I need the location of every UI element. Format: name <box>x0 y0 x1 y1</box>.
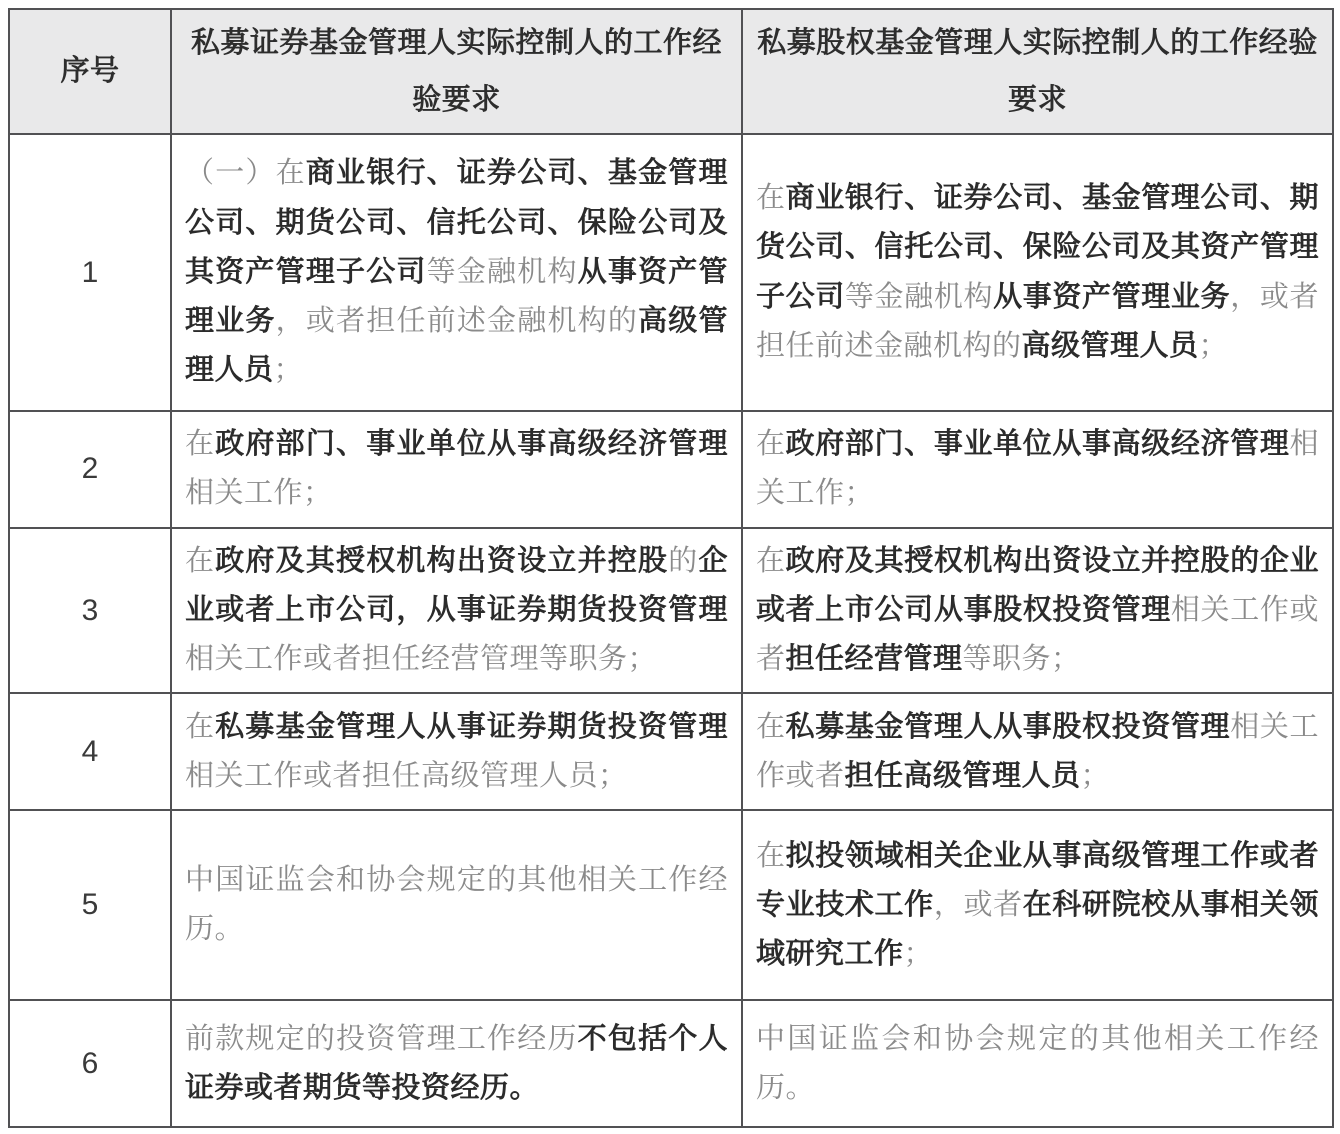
cell-equity-requirement <box>742 134 1333 411</box>
requirements-table <box>8 8 1334 1128</box>
text-segment: 在 <box>185 710 216 743</box>
cell-equity-requirement <box>742 693 1333 810</box>
text-segment-bold: 高级管理人员 <box>1021 329 1199 362</box>
table-row <box>9 411 1333 528</box>
table-row <box>9 810 1333 1000</box>
text-segment-bold: 政府及其授权机构出资设立并控股的企业或者上市公司从事股权投资管理 <box>756 544 1319 626</box>
text-segment-bold: 私募基金管理人从事证券期货投资管理 <box>215 710 728 743</box>
text-segment-bold: 拟投领域相关企业从事高级管理工作或者专业技术工作 <box>756 839 1319 921</box>
cell-securities-requirement <box>171 134 742 411</box>
text-segment: ，或者担任前述金融机构的 <box>756 280 1319 362</box>
text-segment: 中国证监会和协会规定的其他相关工作经历。 <box>185 864 728 946</box>
text-segment-bold: 政府及其授权机构出资设立并控股 <box>215 544 669 577</box>
text-segment-bold: 政府部门、事业单位从事高级经济管理 <box>215 428 728 460</box>
text-segment-bold: 商业银行、证券公司、基金管理公司、期货公司、信托公司、保险公司及其资产管理子公司 <box>185 157 728 288</box>
text-segment: 在 <box>185 544 216 577</box>
text-segment: 在 <box>756 428 786 460</box>
text-segment: 在 <box>185 428 216 460</box>
text-segment: 等职务； <box>962 643 1081 676</box>
cell-securities-requirement <box>171 411 742 528</box>
cell-securities-requirement <box>171 810 742 1000</box>
text-segment: 相关工作； <box>185 477 333 510</box>
text-segment-bold: 政府部门、事业单位从事高级经济管理 <box>785 428 1290 460</box>
text-segment: 的 <box>668 544 699 577</box>
text-segment: 等金融机构 <box>426 255 578 288</box>
row-number: 3 <box>9 528 171 694</box>
text-segment: ； <box>273 354 304 387</box>
text-segment-bold: 私募基金管理人从事股权投资管理 <box>785 710 1231 743</box>
text-segment-bold: 从事资产管理业务 <box>185 255 728 338</box>
text-segment: 在 <box>756 181 786 214</box>
cell-securities-requirement <box>171 528 742 694</box>
text-segment-bold: 高级管理人员 <box>185 305 728 387</box>
table-row <box>9 528 1333 694</box>
text-segment: 在 <box>756 544 786 577</box>
cell-equity-requirement <box>742 810 1333 1000</box>
table-body <box>9 134 1333 1127</box>
row-number: 5 <box>9 810 171 1000</box>
text-segment: ，或者 <box>933 888 1023 921</box>
text-segment: 相关工作或者 <box>756 710 1319 792</box>
text-segment: 中国证监会和协会规定的其他相关工作经历。 <box>756 1022 1319 1104</box>
text-segment: ； <box>1080 759 1111 792</box>
text-segment-bold: 从事资产管理业务 <box>993 280 1231 313</box>
header-row <box>9 9 1333 134</box>
table-row <box>9 134 1333 411</box>
text-segment: ，或者担任前述金融机构的 <box>275 305 639 338</box>
text-segment: 等金融机构 <box>844 280 994 313</box>
text-segment: 相关工作或者担任高级管理人员； <box>185 759 628 792</box>
text-segment-bold: 在科研院校从事相关领域研究工作 <box>756 888 1319 971</box>
cell-equity-requirement <box>742 528 1333 694</box>
text-segment: （一）在 <box>185 157 306 190</box>
text-segment-bold: 担任经营管理 <box>785 643 963 676</box>
cell-securities-requirement <box>171 693 742 810</box>
text-segment-bold: 担任高级管理人员 <box>844 759 1081 792</box>
text-segment: ； <box>903 938 934 971</box>
cell-equity-requirement <box>742 1000 1333 1127</box>
table-row <box>9 693 1333 810</box>
text-segment: 在 <box>756 839 786 872</box>
cell-securities-requirement <box>171 1000 742 1127</box>
header-cell-securities-requirements: 私募证券基金管理人实际控制人的工作经验要求 <box>171 9 742 134</box>
table-row <box>9 1000 1333 1127</box>
text-segment: 前款规定的投资管理工作经历 <box>185 1022 578 1055</box>
text-segment: 相关工作或者 <box>756 593 1319 676</box>
text-segment-bold: 商业银行、证券公司、基金管理公司、期货公司、信托公司、保险公司及其资产管理子公司 <box>756 181 1319 313</box>
text-segment: 相关工作； <box>756 428 1319 510</box>
header-cell-number: 序号 <box>9 9 171 134</box>
row-number: 1 <box>9 134 171 411</box>
row-number: 4 <box>9 693 171 810</box>
text-segment-bold: 不包括个人证券或者期货等投资经历。 <box>185 1022 728 1104</box>
text-segment: 在 <box>756 710 786 743</box>
text-segment-bold: 企业或者上市公司，从事证券期货投资管理 <box>185 544 728 626</box>
cell-equity-requirement <box>742 411 1333 528</box>
row-number: 6 <box>9 1000 171 1127</box>
header-cell-equity-requirements: 私募股权基金管理人实际控制人的工作经验要求 <box>742 9 1333 134</box>
text-segment: ； <box>1198 329 1229 362</box>
text-segment: 相关工作或者担任经营管理等职务； <box>185 643 658 676</box>
row-number: 2 <box>9 411 171 528</box>
